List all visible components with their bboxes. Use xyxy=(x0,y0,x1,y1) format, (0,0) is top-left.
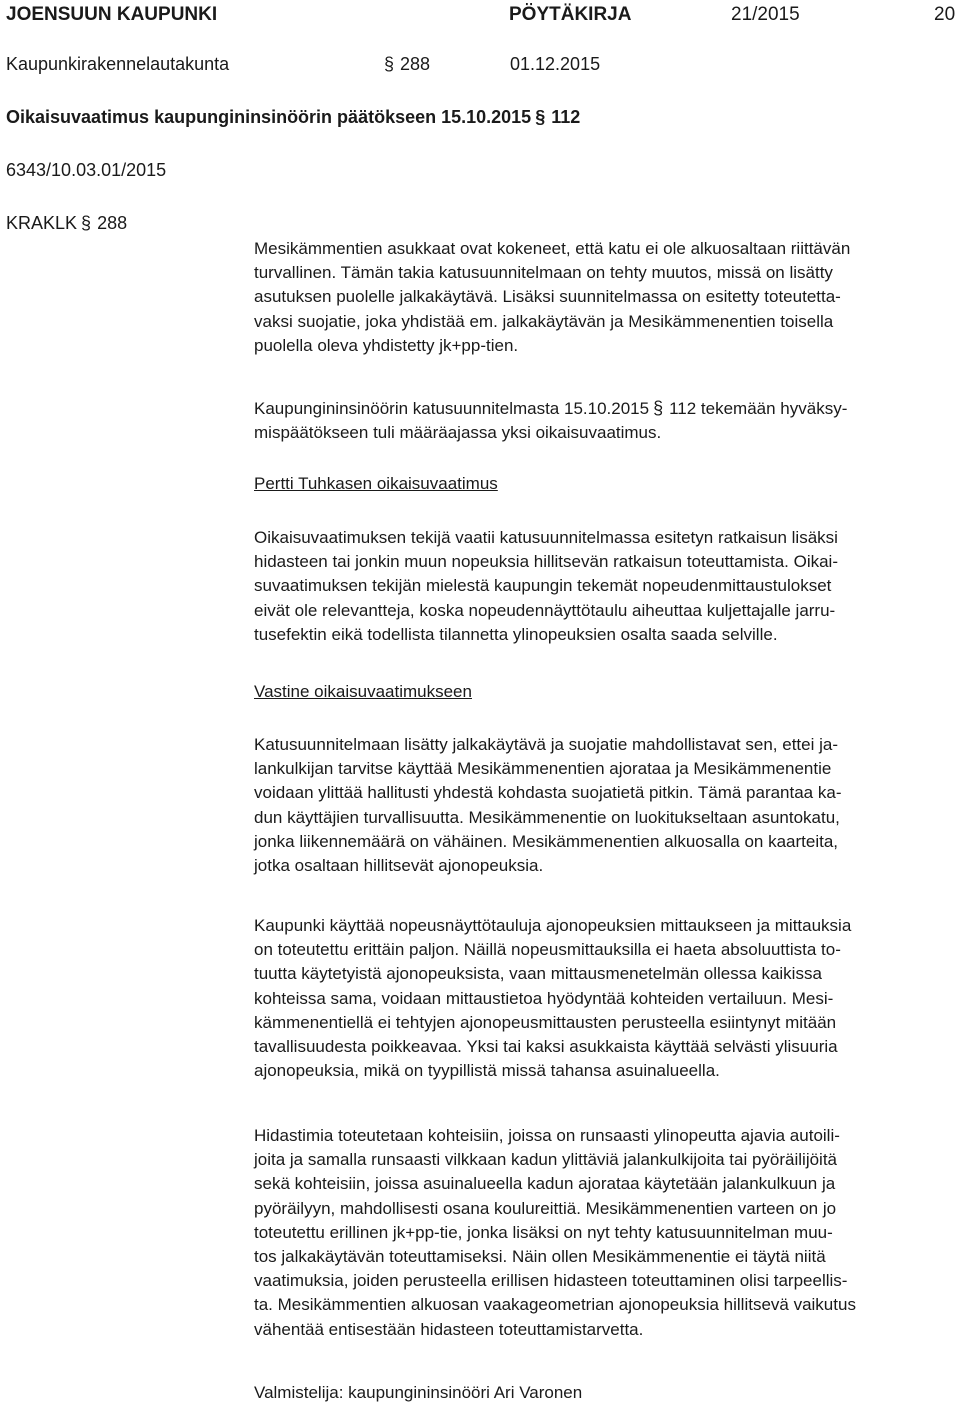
text-line: suvaatimuksen tekijän mielestä kaupungin tekemät nopeudenmittaustulokset xyxy=(254,576,832,596)
preparer-line: Valmistelija: kaupungininsinööri Ari Varonen xyxy=(254,1383,583,1402)
section-mark: § xyxy=(384,54,395,74)
item-title xyxy=(6,107,580,128)
item-title-text: Oikaisuvaatimus kaupungininsinöörin päätökseen 15.10.2015 xyxy=(6,107,532,127)
text-line: pyöräilyyn, mahdollisesti osana koulureittiä. Mesikämmenentien varteen on jo xyxy=(254,1198,837,1218)
committee-reference-label: KRAKLK xyxy=(6,213,78,233)
text-line: voidaan ylittää hallitusti yhdestä kohdasta suojatietä pitkin. Tämä parantaa ka- xyxy=(254,783,842,803)
text-line: kämmenentiellä ei tehtyjen ajonopeusmittausten perusteella esiintynyt mitään xyxy=(254,1012,837,1032)
section-number: 288 xyxy=(400,54,431,74)
meeting-date: 01.12.2015 xyxy=(510,54,601,74)
section-reference xyxy=(380,54,430,75)
section-heading-appeal: Pertti Tuhkasen oikaisuvaatimus xyxy=(254,474,498,493)
paragraph-background xyxy=(254,237,954,358)
text-line: dun käyttäjien turvallisuutta. Mesikämmenentie on luokitukseltaan asuntokatu, xyxy=(254,807,840,827)
text-line: ta. Mesikämmentien alkuosan vaakageometrian ajonopeuksia hillitsevä vaikutus xyxy=(254,1295,856,1315)
committee-reference-number: 288 xyxy=(97,213,128,233)
committee-name: Kaupunkirakennelautakunta xyxy=(6,54,230,74)
text-line: vaatimuksia, joiden perusteella erillisen hidasteen toteuttaminen olisi tarpeellis- xyxy=(254,1271,848,1291)
text-line: asutuksen puolelle jalkakäytävä. Lisäksi suunnitelmassa on esitetty toteutetta- xyxy=(254,287,841,307)
text-line: sekä kohteisiin, joissa asuinalueella kadun ajorataa käytetään jalankulkuun ja xyxy=(254,1174,836,1194)
section-heading-response: Vastine oikaisuvaatimukseen xyxy=(254,682,472,701)
text-line: kohteissa sama, voidaan mittaustietoa hyödyntää kohteiden vertailuun. Mesi- xyxy=(254,988,834,1008)
text-line: Kaupunki käyttää nopeusnäyttötauluja ajonopeuksien mittaukseen ja mittauksia xyxy=(254,916,852,935)
text-segment: 112 tekemään hyväksy- xyxy=(669,399,848,418)
paragraph-response-3 xyxy=(254,1124,954,1342)
item-title-section-mark: § xyxy=(535,107,546,127)
text-line: on toteutettu erittäin paljon. Näillä nopeusmittauksilla ei haeta absoluuttista to- xyxy=(254,940,841,960)
text-line: Katusuunnitelmaan lisätty jalkakäytävä ja suojatie mahdollistavat sen, ettei ja- xyxy=(254,735,838,754)
text-line: tuutta käytetyistä ajonopeuksista, vaan mittausmenetelmän ollessa kaikissa xyxy=(254,964,822,984)
text-line: ajonopeuksia, mikä on tyypillistä missä tahansa asuinalueella. xyxy=(254,1061,720,1081)
text-line: jotka osaltaan hillitsevät ajonopeuksia. xyxy=(254,856,544,876)
paragraph-response-1 xyxy=(254,733,954,878)
text-line: Oikaisuvaatimuksen tekijä vaatii katusuunnitelmassa esitetyn ratkaisun lisäksi xyxy=(254,528,838,547)
text-line: tavallisuudesta poikkeavaa. Yksi tai kaksi asukkaista käyttää selvästi ylisuuria xyxy=(254,1037,838,1057)
item-title-section-number: 112 xyxy=(551,107,581,127)
text-line: lankulkijan tarvitse käyttää Mesikämmenentien ajorataa ja Mesikämmenentie xyxy=(254,759,832,779)
text-line: eivät ole relevantteja, koska nopeudennäyttötaulu aiheuttaa kuljettajalle jarru- xyxy=(254,600,836,620)
text-line: turvallinen. Tämän takia katusuunnitelmaan on tehty muutos, missä on lisätty xyxy=(254,263,833,283)
text-line: hidasteen tai jonkin muun nopeuksia hillitsevän ratkaisun toteuttamista. Oikai- xyxy=(254,552,838,572)
organization-name: JOENSUUN KAUPUNKI xyxy=(6,4,218,25)
text-line: Mesikämmentien asukkaat ovat kokeneet, että katu ei ole alkuosaltaan riittävän xyxy=(254,239,851,258)
text-line: vähentää entisestään hidasteen toteuttamistarvetta. xyxy=(254,1319,644,1339)
paragraph-decision-reference xyxy=(254,396,954,445)
text-segment: Kaupungininsinöörin katusuunnitelmasta 15.10.2015 xyxy=(254,399,650,418)
paragraph-response-2 xyxy=(254,914,954,1083)
diary-number: 6343/10.03.01/2015 xyxy=(6,160,167,180)
text-line: Hidastimia toteutetaan kohteisiin, joissa on runsaasti ylinopeutta ajavia autoili- xyxy=(254,1126,840,1145)
text-line: mispäätökseen tuli määräajassa yksi oikaisuvaatimus. xyxy=(254,423,662,443)
text-line: toteutettu erillinen jk+pp-tie, jonka lisäksi on nyt tehty katusuunnitelman muu- xyxy=(254,1222,833,1242)
text-line: tusefektin eikä todellista tilannetta ylinopeuksien osalta saada selville. xyxy=(254,624,778,644)
text-line: puolella oleva yhdistetty jk+pp-tien. xyxy=(254,335,519,355)
committee-reference-mark: § xyxy=(81,213,92,233)
paragraph-appeal xyxy=(254,526,954,647)
text-line: tos jalkakäytävän toteuttamiseksi. Näin ollen Mesikämmenentie ei täytä niitä xyxy=(254,1247,826,1267)
text-line: jonka liikennemäärä on vähäinen. Mesikämmenentien alkuosalla on kaarteita, xyxy=(254,831,839,851)
page-number: 20 xyxy=(934,4,956,25)
section-mark: § xyxy=(653,398,664,418)
text-line: joita ja samalla runsaasti vilkkaan kadun ylittäviä jalankulkijoita tai pyöräilijöitä xyxy=(254,1150,838,1170)
text-line: vaksi suojatie, joka yhdistää em. jalkakäytävän ja Mesikämmenentien toisella xyxy=(254,311,834,331)
document-number: 21/2015 xyxy=(731,4,800,25)
committee-reference xyxy=(6,213,127,234)
document-type: PÖYTÄKIRJA xyxy=(509,4,632,25)
text-line xyxy=(254,396,954,421)
